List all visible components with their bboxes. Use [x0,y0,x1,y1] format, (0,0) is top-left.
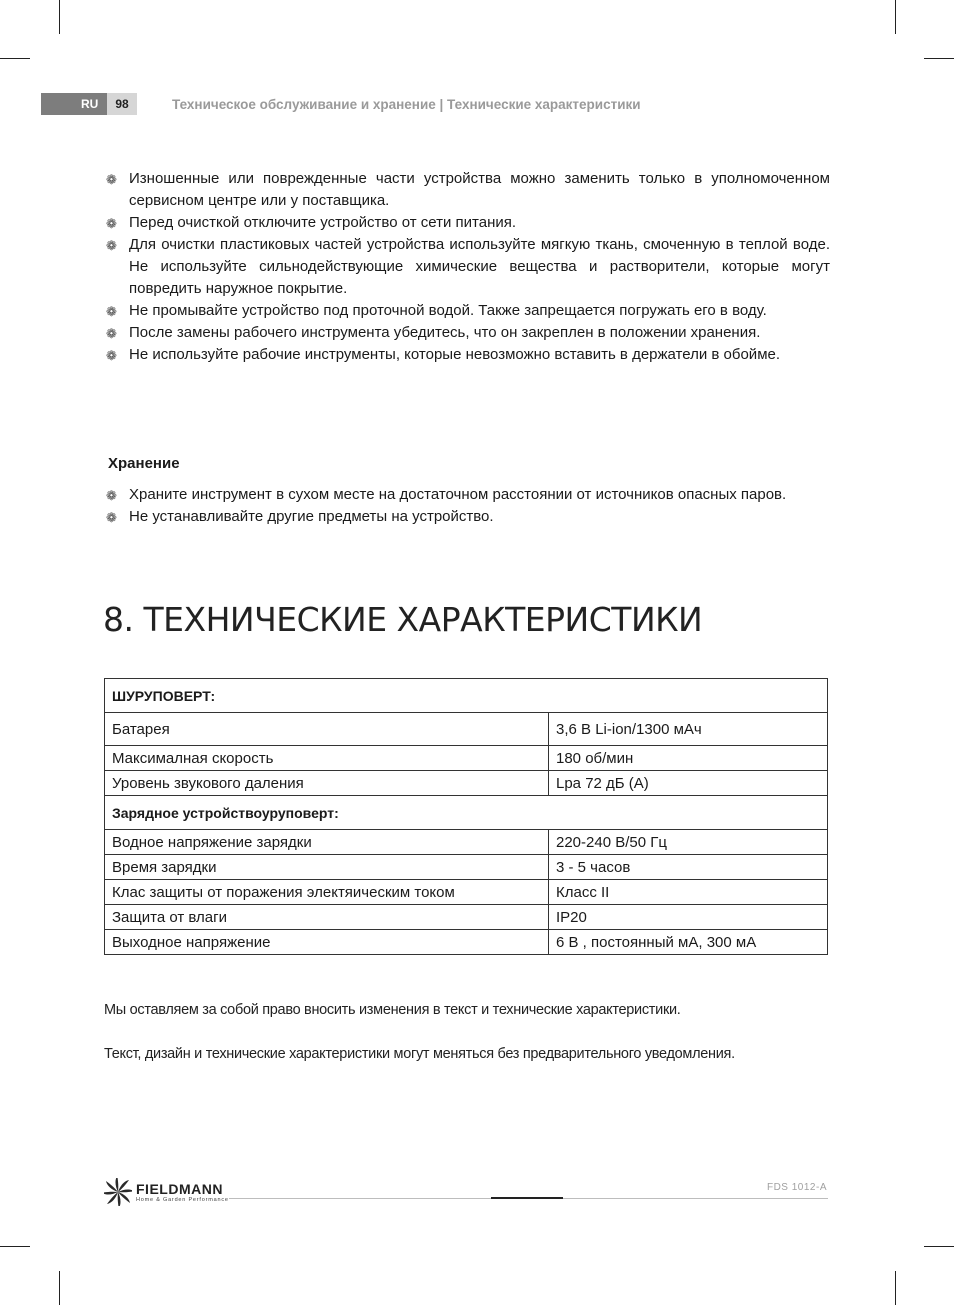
table-group-row [105,796,828,830]
table-row [105,746,828,771]
spec-label: Максималная скорость [105,746,549,771]
section-title: 8. ТЕХНИЧЕСКИЕ ХАРАКТЕРИСТИКИ [103,600,703,639]
disclaimer-note: Мы оставляем за собой право вносить изменения в текст и технические характеристики. [104,1002,681,1018]
list-item-text: Не устанавливайте другие предметы на устройство. [129,508,494,525]
brand-name: FIELDMANN [136,1180,223,1197]
spec-label: Батарея [105,713,549,746]
list-item-text: Изношенные или поврежденные части устройства можно заменить только в уполномоченном сервисном центре или у поставщика. [129,170,830,209]
crop-mark [895,0,896,34]
page-number: 98 [107,93,137,115]
footer-divider-accent [491,1197,563,1199]
list-item [106,344,830,366]
table-row [105,880,828,905]
language-badge: RU [41,93,107,115]
brand-logo [104,1178,229,1206]
list-item-text: После замены рабочего инструмента убедитесь, что он закреплен в положении хранения. [129,324,761,341]
model-code: FDS 1012-A [766,1182,827,1193]
group-title: Зарядное устройствоуруповерт: [105,796,828,830]
flower-bullet-icon: ❁ [106,238,117,253]
maintenance-list [106,168,830,366]
table-row [105,855,828,880]
spec-label: Уровень звукового даления [105,771,549,796]
crop-mark [924,58,954,59]
list-item [106,506,830,528]
spec-value: 220-240 В/50 Гц [549,830,828,855]
table-row [105,713,828,746]
list-item [106,212,830,234]
spec-value: 3,6 В Li-ion/1300 мАч [549,713,828,746]
group-title: ШУРУПОВЕРТ: [105,679,828,713]
flower-bullet-icon: ❁ [106,488,117,503]
spec-value: IP20 [549,905,828,930]
spec-value: 180 об/мин [549,746,828,771]
list-item-text: Перед очисткой отключите устройство от сети питания. [129,214,517,231]
flower-bullet-icon: ❁ [106,216,117,231]
list-item-text: Храните инструмент в сухом месте на достаточном расстоянии от источников опасных паров. [129,486,787,503]
brand-tagline: Home & Garden Performance [136,1196,229,1203]
spec-value: 6 В , постоянный мА, 300 мА [549,930,828,955]
spec-value: 3 - 5 часов [549,855,828,880]
spec-label: Клас защиты от поражения электяическим током [105,880,549,905]
flower-bullet-icon: ❁ [106,326,117,341]
list-item-text: Не используйте рабочие инструменты, которые невозможно вставить в держатели в обойме. [129,346,781,363]
flower-bullet-icon: ❁ [106,304,117,319]
spec-value: Lpa 72 дБ (A) [549,771,828,796]
spec-label: Выходное напряжение [105,930,549,955]
flower-bullet-icon: ❁ [106,510,117,525]
table-group-row [105,679,828,713]
pinwheel-logo-icon [104,1178,132,1206]
flower-bullet-icon: ❁ [106,348,117,363]
storage-list [106,484,830,528]
crop-mark [0,1246,30,1247]
list-item-text: Не промывайте устройство под проточной водой. Также запрещается погружать его в воду. [129,302,767,319]
table-row [105,830,828,855]
disclaimer-note: Текст, дизайн и технические характеристики могут меняться без предварительного уведомления. [104,1046,735,1062]
header-title: Техническое обслуживание и хранение | Технические характеристики [172,96,641,112]
crop-mark [895,1271,896,1305]
crop-mark [0,58,30,59]
list-item [106,234,830,300]
table-row [105,905,828,930]
list-item [106,300,830,322]
table-row [105,771,828,796]
specs-table [104,678,828,955]
spec-label: Защита от влаги [105,905,549,930]
storage-heading: Хранение [108,455,180,472]
list-item [106,484,830,506]
list-item [106,168,830,212]
spec-label: Время зарядки [105,855,549,880]
crop-mark [924,1246,954,1247]
page-header [41,93,641,115]
table-row [105,930,828,955]
spec-label: Водное напряжение зарядки [105,830,549,855]
list-item-text: Для очистки пластиковых частей устройства используйте мягкую ткань, смоченную в теплой воде. Не используйте сильнодействующие химические вещества и растворители, которые могут повредить наружное покрытие. [129,236,830,297]
flower-bullet-icon: ❁ [106,172,117,187]
list-item [106,322,830,344]
crop-mark [59,1271,60,1305]
crop-mark [59,0,60,34]
spec-value: Класс II [549,880,828,905]
